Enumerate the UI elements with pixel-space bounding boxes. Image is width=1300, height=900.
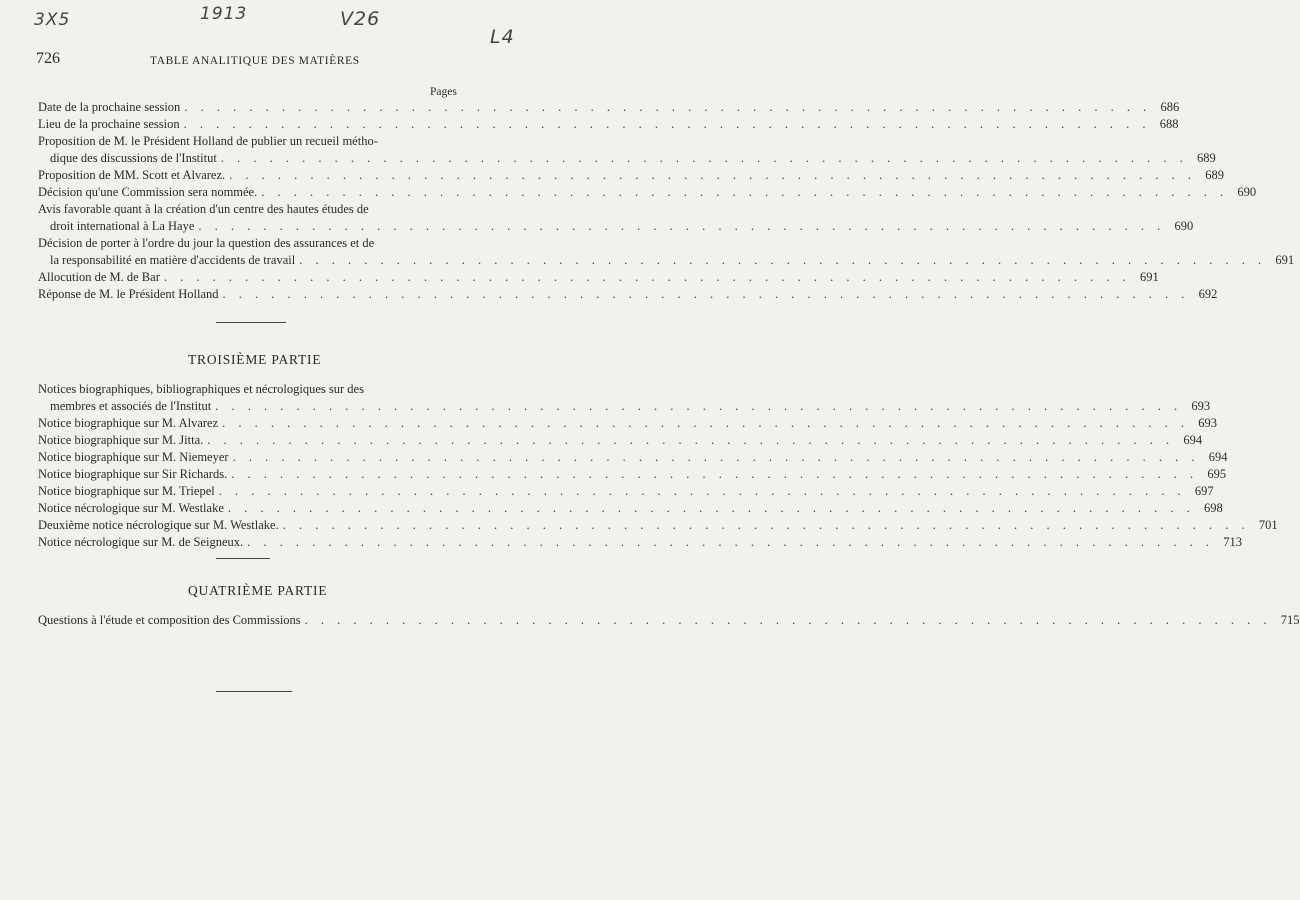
toc-entry-line [38,432,1203,449]
toc-entry [38,201,1194,235]
toc-entry-line [38,286,1218,303]
toc-page-number: 715 [1280,613,1300,627]
toc-entry-text: la responsabilité en matière d'accidents de travail [50,253,296,267]
toc-entry [38,116,1179,133]
toc-entry-text: Proposition de MM. Scott et Alvarez. [38,168,226,182]
toc-entry-text: Notice biographique sur Sir Richards. [38,467,228,481]
dot-leader: . . . . . . . . . . . . . . . . . . . . . . . . . . . . . . . . . . . . . . . . . . . . . . . . . . . . . . . . . . . . [222,287,1190,301]
toc-entry-line [38,235,462,252]
toc-entry-line [38,218,1194,235]
toc-entry-line [38,415,1218,432]
handwritten-annotation: L4 [490,26,515,48]
toc-entry [38,534,1243,551]
dot-leader: . . . . . . . . . . . . . . . . . . . . . . . . . . . . . . . . . . . . . . . . . . . . . . . . . . . . . . . . . . . . [222,416,1190,430]
page-number: 726 [36,50,60,67]
toc-entry-text: Date de la prochaine session [38,100,181,114]
dot-leader: . . . . . . . . . . . . . . . . . . . . . . . . . . . . . . . . . . . . . . . . . . . . . . . . . . . . . . . . . . . . [207,433,1175,447]
toc-entry [38,466,1227,483]
toc-entry-text: Avis favorable quant à la création d'un centre des hautes études de [38,202,369,216]
dot-leader: . . . . . . . . . . . . . . . . . . . . . . . . . . . . . . . . . . . . . . . . . . . . . . . . . . . . . . . . . . . . [215,399,1183,413]
dot-leader: . . . . . . . . . . . . . . . . . . . . . . . . . . . . . . . . . . . . . . . . . . . . . . . . . . . . . . . . . . . . [231,467,1199,481]
toc-part-3 [38,381,1278,551]
toc-page-number: 695 [1207,467,1227,481]
toc-page-number: 689 [1205,168,1225,182]
toc-entry-text: Notice biographique sur M. Niemeyer [38,450,229,464]
toc-entry-line [38,133,462,150]
toc-entry-text: Deuxième notice nécrologique sur M. Westlake. [38,518,279,532]
toc-page-number: 694 [1208,450,1228,464]
toc-entry-text: dique des discussions de l'Institut [50,151,217,165]
toc-entry-text: membres et associés de l'Institut [50,399,212,413]
toc-page-number: 691 [1139,270,1159,284]
toc-entry [38,133,1216,167]
part-heading-4: QUATRIÈME PARTIE [188,583,328,598]
dot-leader: . . . . . . . . . . . . . . . . . . . . . . . . . . . . . . . . . . . . . . . . . . . . . . . . . . . . . . . . . . . . [183,117,1151,131]
toc-entry-text: Proposition de M. le Président Holland de publier un recueil métho- [38,134,378,148]
toc-entry [38,432,1203,449]
toc-page-number: 693 [1191,399,1211,413]
dot-leader: . . . . . . . . . . . . . . . . . . . . . . . . . . . . . . . . . . . . . . . . . . . . . . . . . . . . . . . . . . . . [198,219,1166,233]
dot-leader: . . . . . . . . . . . . . . . . . . . . . . . . . . . . . . . . . . . . . . . . . . . . . . . . . . . . . . . . . . . . [261,185,1229,199]
toc-entry-text: Lieu de la prochaine session [38,117,180,131]
toc-entry-text: Décision qu'une Commission sera nommée. [38,185,258,199]
toc-part-4 [38,612,1300,629]
toc-entry-text: Notices biographiques, bibliographiques et nécrologiques sur des [38,382,364,396]
toc-entry [38,415,1218,432]
toc-section-1 [38,99,1295,303]
part-heading-3: TROISIÈME PARTIE [188,352,322,367]
dot-leader: . . . . . . . . . . . . . . . . . . . . . . . . . . . . . . . . . . . . . . . . . . . . . . . . . . . . . . . . . . . . [220,151,1188,165]
handwritten-annotation: 1913 [200,4,248,24]
handwritten-annotation: V26 [340,8,381,30]
toc-page-number: 689 [1196,151,1216,165]
toc-page-number: 697 [1194,484,1214,498]
toc-entry [38,184,1257,201]
toc-entry-text: Décision de porter à l'ordre du jour la question des assurances et de [38,236,375,250]
toc-page-number: 688 [1159,117,1179,131]
pages-column-label: Pages [430,86,457,98]
toc-entry-line [38,150,1216,167]
dot-leader: . . . . . . . . . . . . . . . . . . . . . . . . . . . . . . . . . . . . . . . . . . . . . . . . . . . . . . . . . . . . [163,270,1131,284]
toc-page-number: 701 [1258,518,1278,532]
toc-entry-text: Notice nécrologique sur M. Westlake [38,501,224,515]
toc-page-number: 690 [1174,219,1194,233]
toc-entry-text: Réponse de M. le Président Holland [38,287,219,301]
toc-page-number: 693 [1198,416,1218,430]
toc-entry-line [38,500,1223,517]
toc-entry-text: Notice biographique sur M. Jitta. [38,433,204,447]
toc-entry [38,99,1180,116]
toc-entry [38,286,1218,303]
running-title: TABLE ANALITIQUE DES MATIÈRES [150,55,360,67]
handwritten-annotation: 3X5 [34,10,71,30]
dot-leader: . . . . . . . . . . . . . . . . . . . . . . . . . . . . . . . . . . . . . . . . . . . . . . . . . . . . . . . . . . . . [304,613,1272,627]
toc-entry [38,500,1223,517]
dot-leader: . . . . . . . . . . . . . . . . . . . . . . . . . . . . . . . . . . . . . . . . . . . . . . . . . . . . . . . . . . . . [184,100,1152,114]
toc-entry [38,449,1228,466]
toc-entry-text: Questions à l'étude et composition des Commissions [38,613,301,627]
toc-page-number: 692 [1198,287,1218,301]
toc-entry [38,381,1211,415]
toc-entry-line [38,252,1295,269]
section-divider [216,558,270,559]
dot-leader: . . . . . . . . . . . . . . . . . . . . . . . . . . . . . . . . . . . . . . . . . . . . . . . . . . . . . . . . . . . . [229,168,1197,182]
toc-entry-text: Allocution de M. de Bar [38,270,160,284]
section-divider [216,691,292,692]
toc-page-number: 713 [1223,535,1243,549]
toc-page-number: 690 [1237,185,1257,199]
toc-entry-line [38,483,1214,500]
toc-entry [38,269,1159,286]
toc-entry [38,517,1278,534]
toc-entry-text: Notice nécrologique sur M. de Seigneux. [38,535,244,549]
toc-entry-line [38,534,1243,551]
toc-entry-line [38,184,1257,201]
toc-entry [38,612,1300,629]
toc-entry-line [38,398,1211,415]
toc-entry-text: Notice biographique sur M. Triepel [38,484,215,498]
dot-leader: . . . . . . . . . . . . . . . . . . . . . . . . . . . . . . . . . . . . . . . . . . . . . . . . . . . . . . . . . . . . [227,501,1195,515]
toc-entry-line [38,201,462,218]
toc-entry-text: droit international à La Haye [50,219,195,233]
toc-entry-line [38,116,1179,133]
toc-page-number: 686 [1160,100,1180,114]
toc-entry-line [38,99,1180,116]
dot-leader: . . . . . . . . . . . . . . . . . . . . . . . . . . . . . . . . . . . . . . . . . . . . . . . . . . . . . . . . . . . . [299,253,1267,267]
toc-entry-line [38,612,1300,629]
toc-entry-line [38,167,1225,184]
dot-leader: . . . . . . . . . . . . . . . . . . . . . . . . . . . . . . . . . . . . . . . . . . . . . . . . . . . . . . . . . . . . [247,535,1215,549]
toc-page-number: 698 [1204,501,1223,515]
toc-entry [38,235,1295,269]
toc-page-number: 691 [1275,253,1295,267]
toc-entry-line [38,269,1159,286]
toc-entry-line [38,517,1278,534]
dot-leader: . . . . . . . . . . . . . . . . . . . . . . . . . . . . . . . . . . . . . . . . . . . . . . . . . . . . . . . . . . . . [232,450,1200,464]
toc-entry-line [38,381,462,398]
toc-entry-line [38,466,1227,483]
toc-page-number: 694 [1183,433,1203,447]
section-divider [216,322,286,323]
dot-leader: . . . . . . . . . . . . . . . . . . . . . . . . . . . . . . . . . . . . . . . . . . . . . . . . . . . . . . . . . . . . [218,484,1186,498]
toc-entry-line [38,449,1228,466]
toc-entry [38,483,1214,500]
toc-entry-text: Notice biographique sur M. Alvarez [38,416,219,430]
toc-entry [38,167,1225,184]
dot-leader: . . . . . . . . . . . . . . . . . . . . . . . . . . . . . . . . . . . . . . . . . . . . . . . . . . . . . . . . . . . . [282,518,1250,532]
